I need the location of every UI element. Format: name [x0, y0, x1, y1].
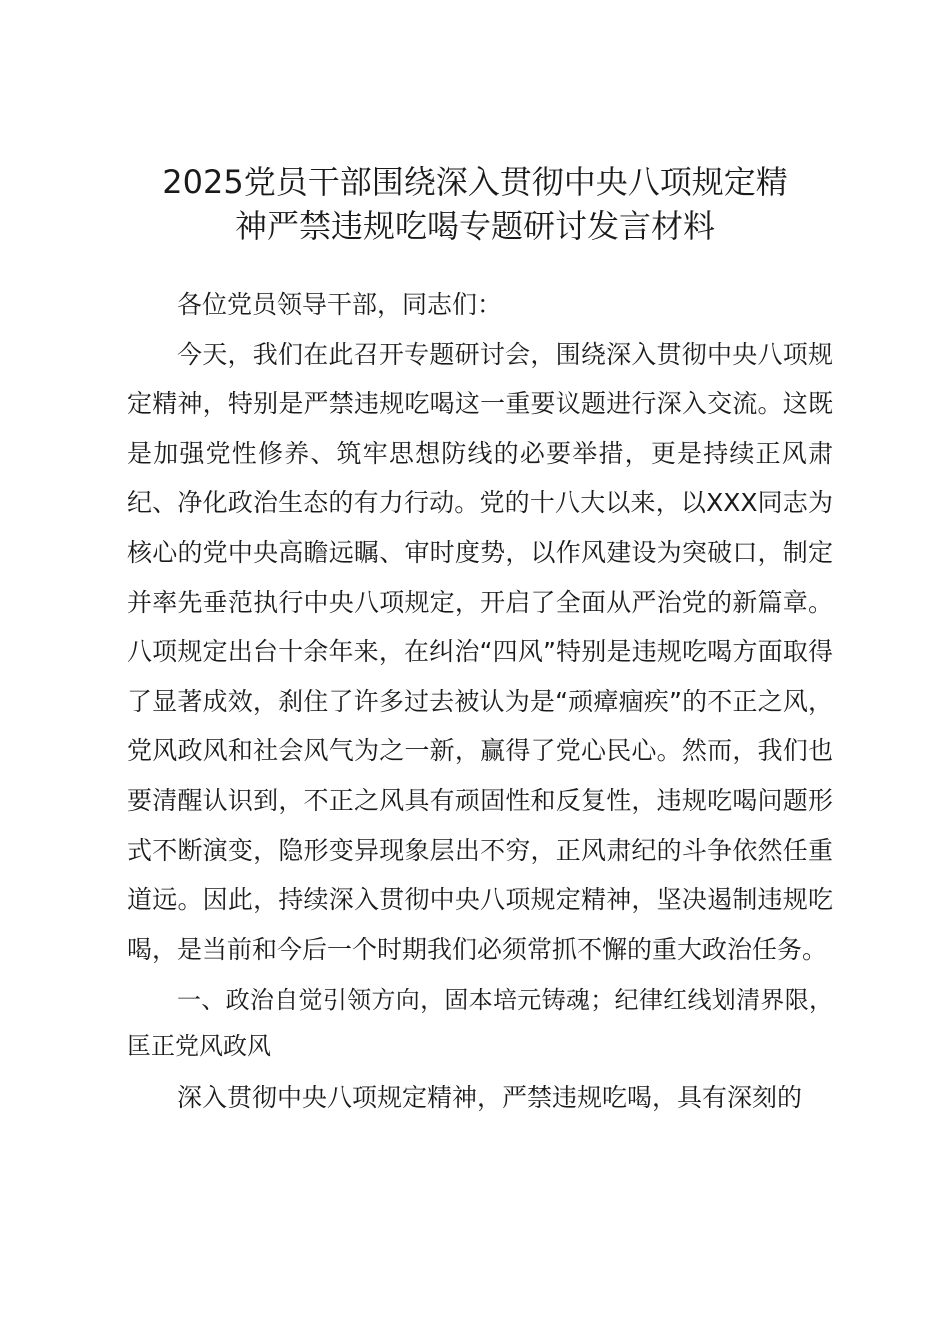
title-line-2: 神严禁违规吃喝专题研讨发言材料	[234, 207, 715, 245]
paragraph-intro: 今天，我们在此召开专题研讨会，围绕深入贯彻中央八项规定精神，特别是严禁违规吃喝这一重要议题进行深入交流。这既是加强党性修养、筑牢思想防线的必要举措，更是持续正风肃纪、净化政治生态的有力行动。党的十八大以来，以XXX同志为核心的党中央高瞻远瞩、审时度势，以作风建设为突破口，制定并率先垂范执行中央八项规定，开启了全面从严治党的新篇章。八项规定出台十余年来，在纠治“四风”特别是违规吃喝方面取得了显著成效，刹住了许多过去被认为是“顽瘴痼疾”的不正之风，党风政风和社会风气为之一新，赢得了党心民心。然而，我们也要清醒认识到，不正之风具有顽固性和反复性，违规吃喝问题形式不断演变，隐形变异现象层出不穷，正风肃纪的斗争依然任重道远。因此，持续深入贯彻中央八项规定精神，坚决遏制违规吃喝，是当前和今后一个时期我们必须常抓不懈的重大政治任务。	[127, 339, 833, 964]
document-title	[110, 160, 840, 248]
title-line-1: 2025党员干部围绕深入贯彻中央八项规定精	[162, 163, 788, 201]
salutation: 各位党员领导干部，同志们：	[177, 290, 503, 319]
section-heading-1: 一、政治自觉引领方向，固本培元铸魂；纪律红线划清界限，匡正党风政风	[127, 986, 833, 1061]
paragraph-section-1: 深入贯彻中央八项规定精神，严禁违规吃喝，具有深刻的	[177, 1083, 803, 1113]
document-body	[127, 280, 833, 1123]
